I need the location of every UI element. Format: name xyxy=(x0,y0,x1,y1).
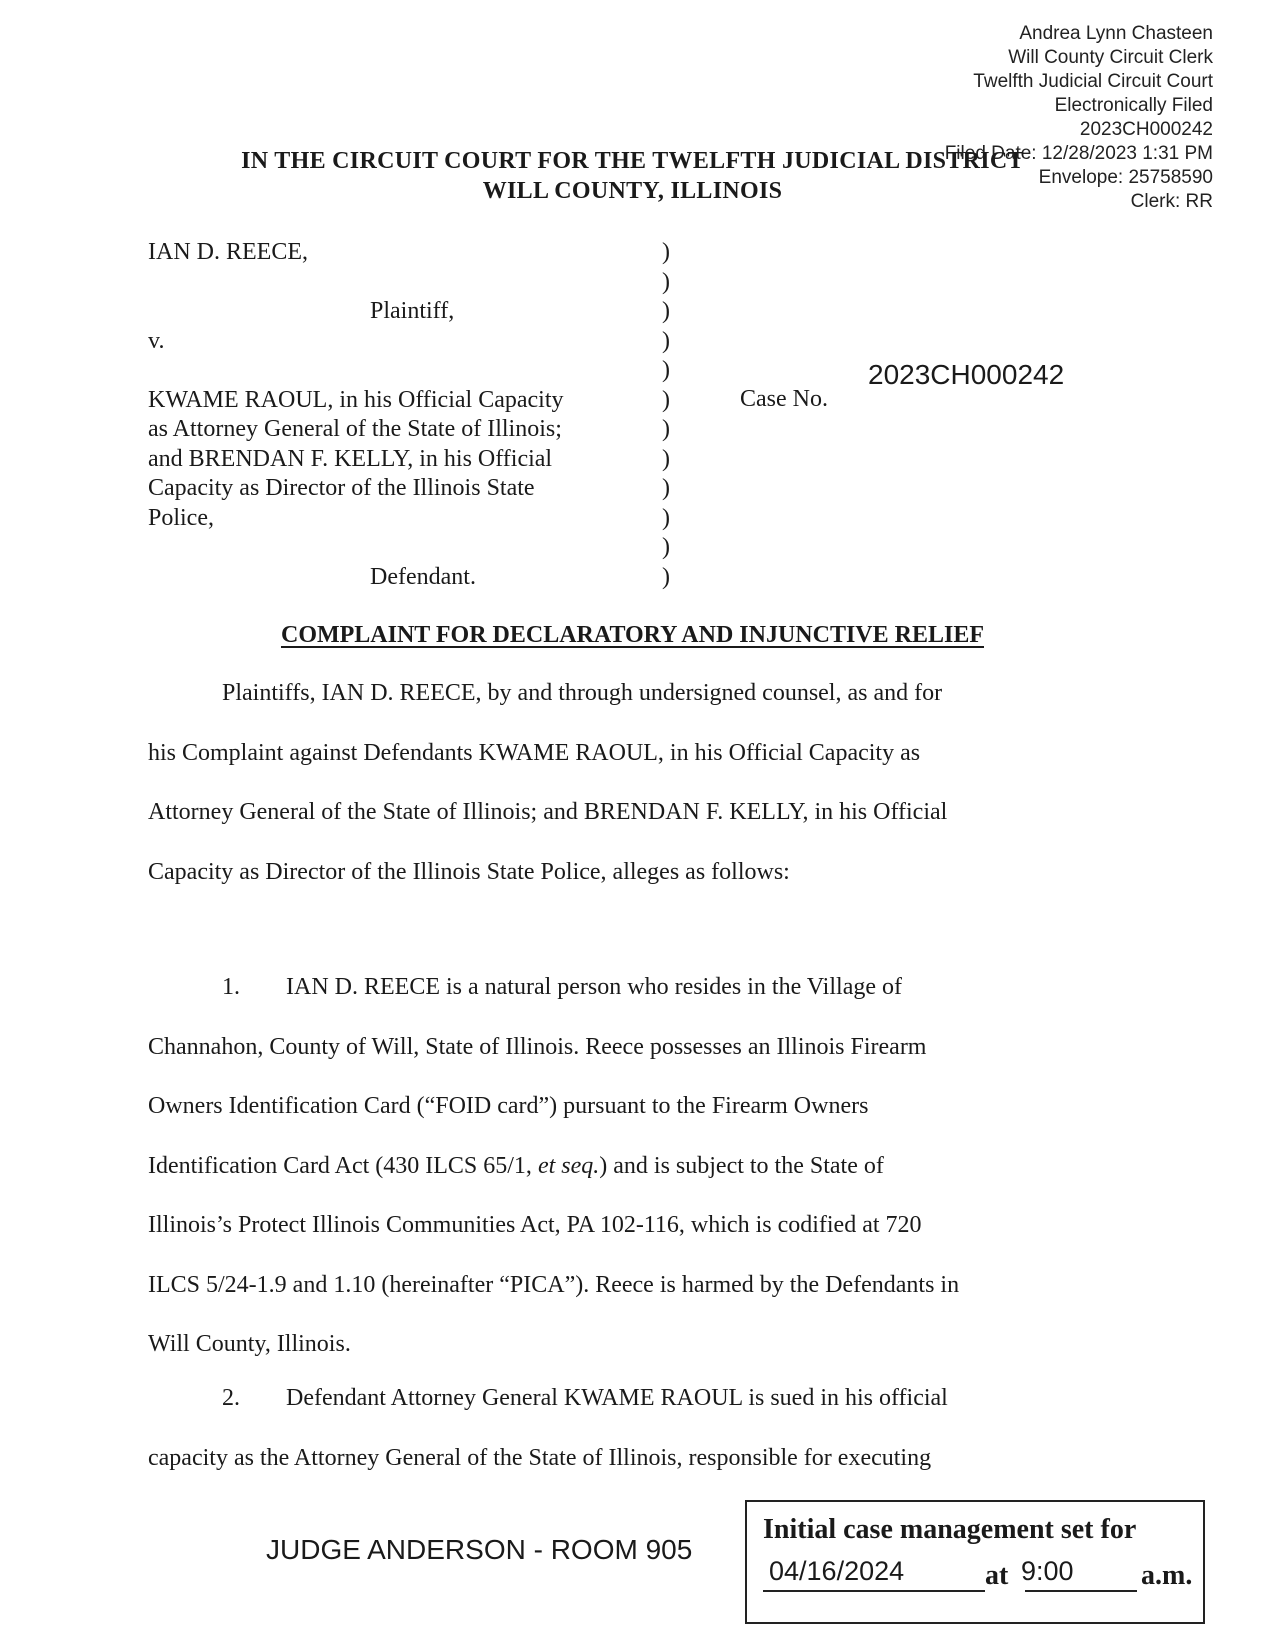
caption-parens xyxy=(662,238,682,592)
caption-spacer xyxy=(148,268,658,298)
defendant-line: Police, xyxy=(148,504,214,531)
defendant-line: KWAME RAOUL, in his Official Capacity xyxy=(148,386,564,413)
intro-line: Capacity as Director of the Illinois State Police, alleges as follows: xyxy=(148,858,790,885)
ampm-label: a.m. xyxy=(1141,1560,1193,1591)
stamp-envelope: Envelope: 25758590 xyxy=(1038,167,1213,188)
document-heading xyxy=(0,622,1265,649)
court-title-line2: WILL COUNTY, ILLINOIS xyxy=(482,178,783,204)
paragraph-line: Channahon, County of Will, State of Illinois. Reece possesses an Illinois Firearm xyxy=(148,1033,927,1060)
judge-assignment: JUDGE ANDERSON - ROOM 905 xyxy=(266,1534,693,1565)
court-title-line1: IN THE CIRCUIT COURT FOR THE TWELFTH JUDICIAL DISTRICT xyxy=(241,148,1024,174)
paragraph-1-first-line xyxy=(148,958,1108,1018)
stamp-filed-date: Filed Date: 12/28/2023 1:31 PM xyxy=(944,143,1213,164)
defendant-label: Defendant. xyxy=(370,563,476,590)
paragraph-2-first-line xyxy=(148,1369,1108,1429)
case-management-title: Initial case management set for xyxy=(763,1514,1137,1545)
paragraph-number: 2. xyxy=(222,1385,240,1411)
paren: ) xyxy=(662,445,670,472)
defendant-line: and BRENDAN F. KELLY, in his Official xyxy=(148,445,553,472)
time-underline xyxy=(1025,1590,1137,1592)
management-time: 9:00 xyxy=(1021,1556,1074,1586)
intro-line: his Complaint against Defendants KWAME RAOUL, in his Official Capacity as xyxy=(148,739,921,766)
intro-line: Attorney General of the State of Illinois; and BRENDAN F. KELLY, in his Official xyxy=(148,799,948,825)
management-date: 04/16/2024 xyxy=(769,1556,905,1586)
stamp-clerk-initials: Clerk: RR xyxy=(1130,191,1213,212)
paragraph-line xyxy=(148,1137,1108,1197)
paragraph-line: Will County, Illinois. xyxy=(148,1331,351,1357)
paragraph-2 xyxy=(148,1369,1108,1488)
case-number: 2023CH000242 xyxy=(868,359,1065,390)
paragraph-italic: et seq. xyxy=(537,1152,600,1179)
paragraph-text: Defendant Attorney General KWAME RAOUL is sued in his official xyxy=(286,1385,948,1411)
document-heading-text: COMPLAINT FOR DECLARATORY AND INJUNCTIVE RELIEF xyxy=(280,622,984,648)
court-title xyxy=(0,146,1265,206)
case-management-datetime xyxy=(763,1554,1193,1594)
paren: ) xyxy=(662,327,670,354)
case-management-stamp xyxy=(745,1500,1205,1624)
paren: ) xyxy=(662,504,670,531)
paragraph-1 xyxy=(148,958,1108,1375)
paragraph-text: IAN D. REECE is a natural person who resides in the Village of xyxy=(286,974,902,1000)
paragraph-number: 1. xyxy=(222,974,240,1000)
paren: ) xyxy=(662,239,670,265)
plaintiff-name: IAN D. REECE, xyxy=(148,239,308,265)
case-number-label: Case No. xyxy=(740,386,828,412)
paragraph-text: Identification Card Act (430 ILCS 65/1, xyxy=(148,1152,538,1179)
paragraph-line: capacity as the Attorney General of the State of Illinois, responsible for executing xyxy=(148,1444,932,1471)
paragraph-line: Illinois’s Protect Illinois Communities Act, PA 102-116, which is codified at 720 xyxy=(148,1212,922,1238)
plaintiff-label: Plaintiff, xyxy=(370,298,455,324)
paren: ) xyxy=(662,416,670,442)
paren: ) xyxy=(662,268,670,295)
stamp-clerk-title: Will County Circuit Clerk xyxy=(1008,47,1213,68)
date-underline xyxy=(763,1590,985,1592)
stamp-status: Electronically Filed xyxy=(1054,95,1213,116)
paren: ) xyxy=(662,298,670,324)
stamp-case-number: 2023CH000242 xyxy=(1079,119,1213,140)
caption-spacer xyxy=(148,356,658,386)
paren: ) xyxy=(662,386,670,413)
paren: ) xyxy=(662,563,670,590)
intro-line: Plaintiffs, IAN D. REECE, by and through undersigned counsel, as and for xyxy=(222,680,943,706)
paren: ) xyxy=(662,475,670,501)
caption-spacer xyxy=(148,533,658,563)
defendant-line: Capacity as Director of the Illinois State xyxy=(148,475,535,501)
versus: v. xyxy=(148,327,165,354)
stamp-clerk-name: Andrea Lynn Chasteen xyxy=(1019,23,1213,44)
case-caption xyxy=(148,238,658,592)
intro-paragraph xyxy=(148,664,1108,902)
paragraph-line: ILCS 5/24-1.9 and 1.10 (hereinafter “PICA”). Reece is harmed by the Defendants in xyxy=(148,1271,960,1298)
paren: ) xyxy=(662,357,670,383)
paragraph-text: ) and is subject to the State of xyxy=(599,1152,884,1179)
paren: ) xyxy=(662,534,670,560)
defendant-line: as Attorney General of the State of Illinois; xyxy=(148,416,562,442)
stamp-court: Twelfth Judicial Circuit Court xyxy=(973,71,1213,92)
paragraph-line: Owners Identification Card (“FOID card”) pursuant to the Firearm Owners xyxy=(148,1093,869,1119)
at-label: at xyxy=(985,1560,1009,1591)
